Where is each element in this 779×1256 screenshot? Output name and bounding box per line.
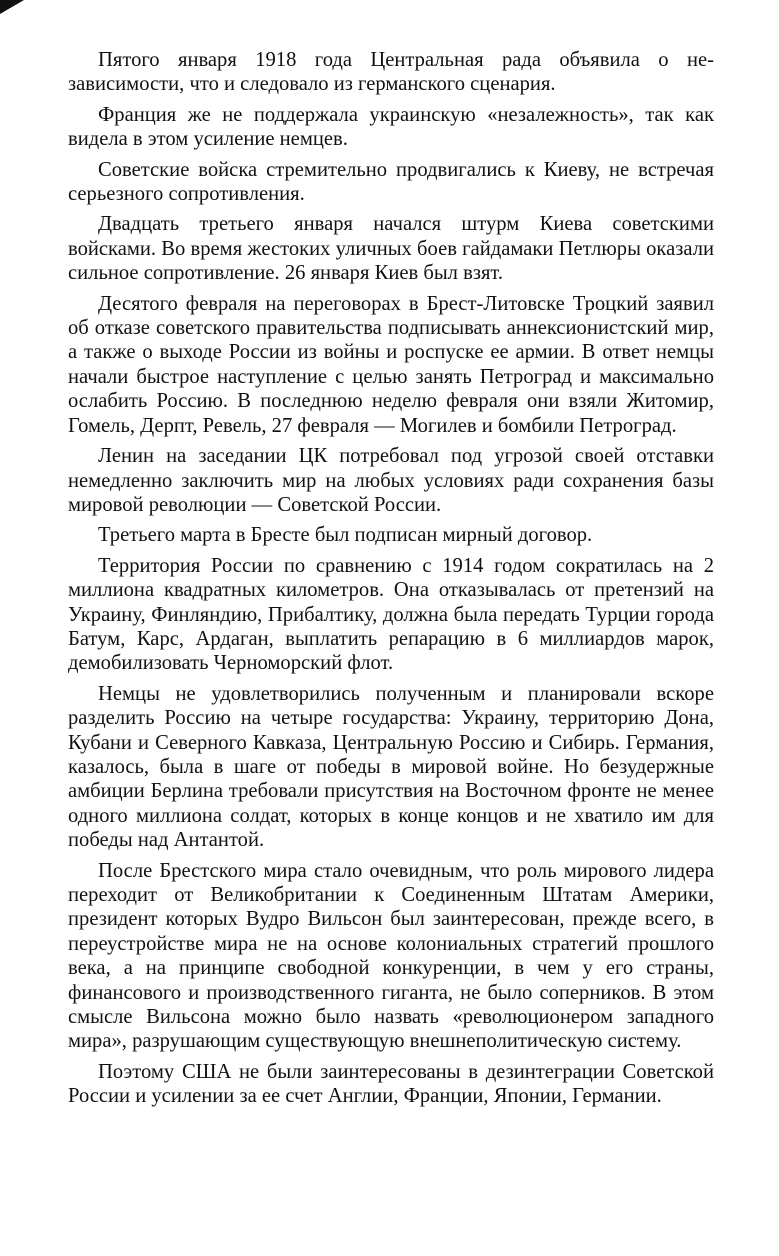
- paragraph-5: Десятого февраля на переговорах в Брест-Литовске Троцкий заявил об отказе советского правительства подписывать аннексионистский мир, а также о выходе России из войны и роспуске ее армии. В ответ немцы начали быстрое наступление с целью занять Петроград и максимально ослабить Россию. В последнюю неделю февраля они взяли Житомир, Гомель, Дерпт, Ревель, 27 февраля — Могилев и бомбили Петроград.: [68, 292, 714, 437]
- document-page: [68, 48, 714, 1115]
- paragraph-4: Двадцать третьего января начался штурм Киева советскими войсками. Во время жестоких уличных боев гайдамаки Петлюры оказали сильное сопротивление. 26 января Киев был взят.: [68, 213, 714, 285]
- paragraph-8: Территория России по сравнению с 1914 годом сократилась на 2 миллиона квадратных километров. Она отказывалась от претензий на Украину, Финляндию, Прибалтику, должна была передать Турции города Батум, Карс, Ардаган, выплатить репарацию в 6 миллиардов марок, демобилизовать Черноморский флот.: [68, 554, 714, 675]
- paragraph-11: Поэтому США не были заинтересованы в дезинтеграции Советской России и усилении за ее счет Англии, Франции, Японии, Германии.: [68, 1060, 714, 1108]
- paragraph-7: Третьего марта в Бресте был подписан мирный договор.: [98, 524, 593, 547]
- paragraph-2: Франция же не поддержала украинскую «незалежность», так как видела в этом усиление немцев.: [68, 103, 714, 151]
- paragraph-1: Пятого января 1918 года Центральная рада объявила о независимости, что и следовало из германского сценария.: [68, 49, 714, 96]
- paragraph-3: Советские войска стремительно продвигались к Киеву, не встречая серьезного сопротивления.: [68, 158, 714, 206]
- paragraph-10: После Брестского мира стало очевидным, что роль мирового лидера переходит от Великобритании к Соединенным Штатам Америки, президент которых Вудро Вильсон был заинтересован, прежде всего, в переустройстве мира не на основе колониальных стратегий прошлого века, а на принципе свободной конкуренции, в чем у его страны, финансового и производственного гиганта, не было соперников. В этом смысле Вильсона можно было назвать «революционером западного мира», разрушающим существующую внешнеполитическую систему.: [68, 859, 714, 1053]
- paragraph-6: Ленин на заседании ЦК потребовал под угрозой своей отставки немедленно заключить мир на любых условиях ради сохранения базы мировой революции — Советской России.: [68, 445, 714, 516]
- page-corner-mark: [0, 0, 24, 14]
- paragraph-9: Немцы не удовлетворились полученным и планировали вскоре разделить Россию на четыре государства: Украину, территорию Дона, Кубани и Северного Кавказа, Центральную Россию и Сибирь. Германия, казалось, была в шаге от победы в мировой войне. Но безудержные амбиции Берлина требовали присутствия на Восточном фронте не менее одного миллиона солдат, которых в конце концов и не хватило им для победы над Антантой.: [68, 682, 714, 852]
